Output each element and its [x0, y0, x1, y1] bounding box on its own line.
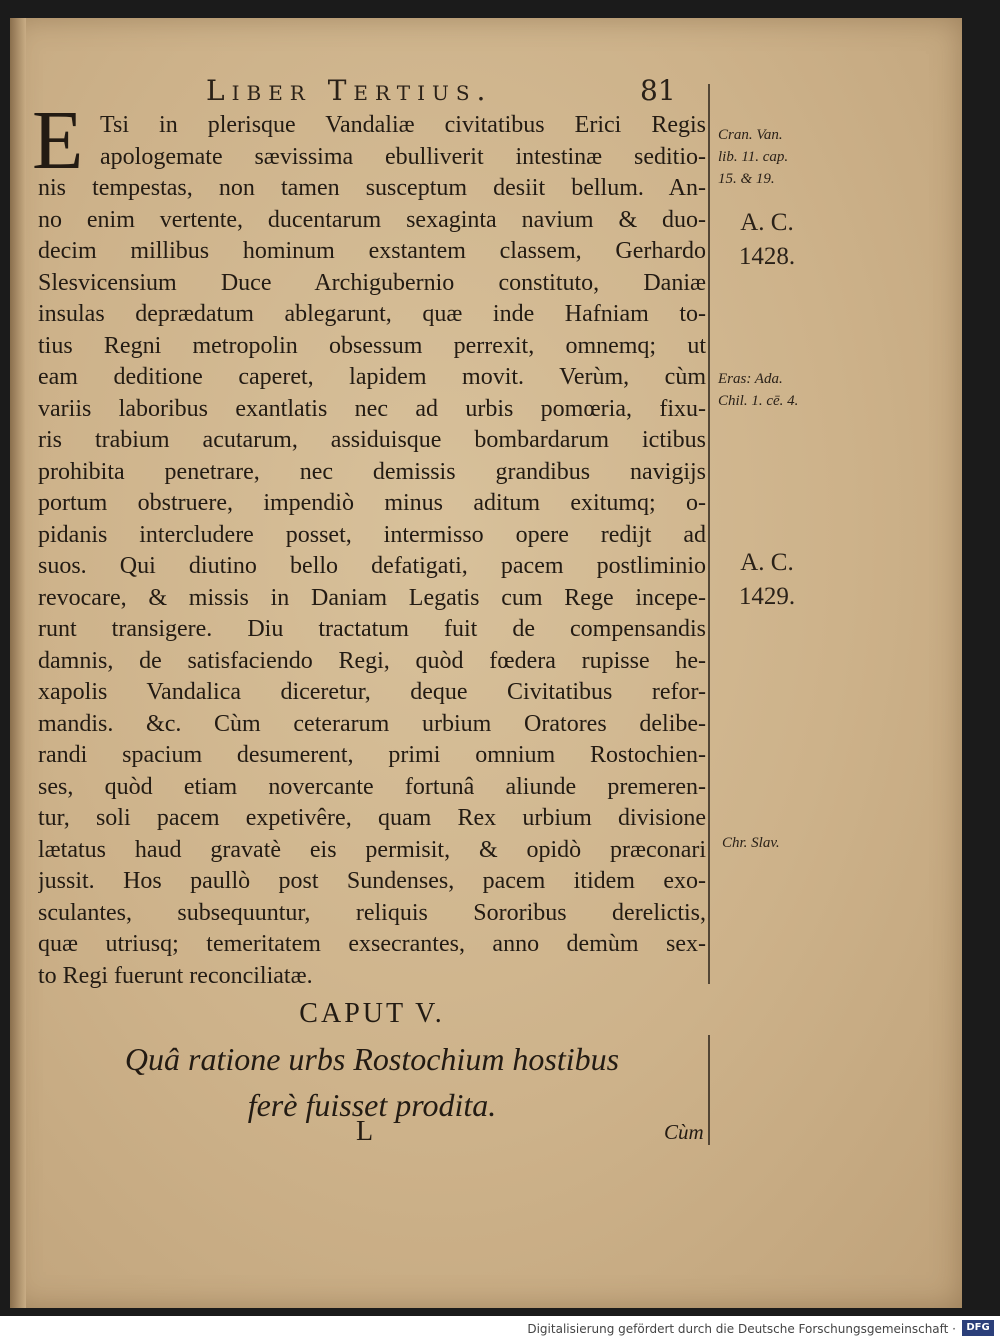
text-line: revocare, & missis in Daniam Legatis cum Rege incepe- — [38, 584, 706, 611]
text-line: Slesvicensium Duce Archigubernio constituto, Daniæ — [38, 269, 706, 296]
margin-note-chronicon: Chr. Slav. — [722, 835, 780, 851]
text-line: decim millibus hominum exstantem classem, Gerhardo — [38, 238, 706, 264]
text-line: tius Regni metropolin obsessum perrexit, omnemq; ut — [38, 332, 706, 359]
text-line: sculantes, subsequuntur, reliquis Sororibus derelictis, — [38, 899, 706, 926]
text-line: quæ utriusq; temeritatem exsecrantes, anno demùm sex- — [38, 931, 706, 957]
catchword: Cùm — [664, 1120, 704, 1144]
text-line: no enim vertente, ducentarum sexaginta navium & duo- — [38, 206, 706, 233]
text-line: suos. Qui diutino bello defatigati, pacem postliminio — [38, 553, 706, 579]
margin-year-label: A. C. — [740, 209, 794, 236]
body-text — [38, 110, 706, 992]
drop-capital: E — [32, 94, 84, 187]
margin-rule-lower — [708, 1035, 710, 1145]
text-line: xapolis Vandalica diceretur, deque Civitatibus refor- — [38, 679, 706, 705]
page-number: 81 — [640, 74, 676, 107]
text-line: ses, quòd etiam novercante fortunâ aliunde premeren- — [38, 773, 706, 800]
chapter-subtitle — [38, 1036, 706, 1128]
text-line: eam deditione caperet, lapidem movit. Verùm, cùm — [38, 364, 706, 390]
margin-year-1429 — [712, 546, 822, 614]
text-line: tur, soli pacem expetivêre, quam Rex urbium divisione — [38, 805, 706, 831]
margin-note-erasmus — [718, 368, 798, 412]
text-line: apologemate sævissima ebulliverit intestinæ seditio- — [100, 143, 706, 170]
footer-credit: Digitalisierung gefördert durch die Deutsche Forschungsgemeinschaft · — [527, 1322, 956, 1336]
chapter-subtitle-line: ferè fuisset prodita. — [247, 1087, 497, 1123]
margin-note-line: Eras: Ada. — [718, 371, 783, 387]
chapter-subtitle-line: Quâ ratione urbs Rostochium hostibus — [124, 1041, 620, 1077]
margin-year-1428 — [712, 206, 822, 274]
text-line: ris trabium acutarum, assiduisque bombardarum ictibus — [38, 427, 706, 453]
margin-note-line: lib. 11. cap. — [718, 149, 789, 165]
margin-note-line: Cran. Van. — [718, 127, 783, 143]
signature-mark: L — [356, 1116, 374, 1147]
text-line: Tsi in plerisque Vandaliæ civitatibus Erici Regis — [100, 112, 706, 138]
margin-note-line: 15. & 19. — [718, 171, 775, 187]
text-line: randi spacium desumerent, primi omnium Rostochien- — [38, 742, 706, 768]
text-line: runt transigere. Diu tractatum fuit de compensandis — [38, 616, 706, 642]
text-line: to Regi fuerunt reconciliatæ. — [38, 962, 313, 989]
text-line: portum obstruere, impendiò minus aditum exitumq; o- — [38, 490, 706, 516]
text-line: damnis, de satisfaciendo Regi, quòd fœdera rupisse he- — [38, 647, 706, 674]
text-line: variis laboribus exantlatis nec ad urbis pomœria, fixu- — [38, 395, 706, 422]
chapter-title: CAPUT V. — [299, 998, 445, 1029]
text-line: mandis. &c. Cùm ceterarum urbium Oratores delibe- — [38, 710, 706, 737]
margin-note-cranzius — [718, 124, 788, 190]
margin-rule — [708, 84, 710, 984]
dfg-logo: DFG — [962, 1320, 994, 1336]
page-gutter-edge — [10, 18, 26, 1308]
text-line: pidanis intercludere posset, intermisso opere redijt ad — [38, 521, 706, 548]
margin-note-line: Chil. 1. cē. 4. — [718, 393, 799, 409]
text-line: nis tempestas, non tamen susceptum desiit bellum. An- — [38, 175, 706, 201]
margin-year-value: 1428. — [738, 243, 796, 270]
margin-year-label: A. C. — [740, 549, 794, 576]
text-line: lætatus haud gravatè eis permisit, & opidò præconari — [38, 836, 706, 863]
margin-year-value: 1429. — [738, 583, 796, 610]
text-line: prohibita penetrare, nec demissis grandibus navigijs — [38, 458, 706, 485]
text-line: jussit. Hos paullò post Sundenses, pacem itidem exo- — [38, 868, 706, 894]
text-line: insulas deprædatum ablegarunt, quæ inde Hafniam to- — [38, 301, 706, 327]
running-head: Liber Tertius. — [206, 74, 493, 107]
